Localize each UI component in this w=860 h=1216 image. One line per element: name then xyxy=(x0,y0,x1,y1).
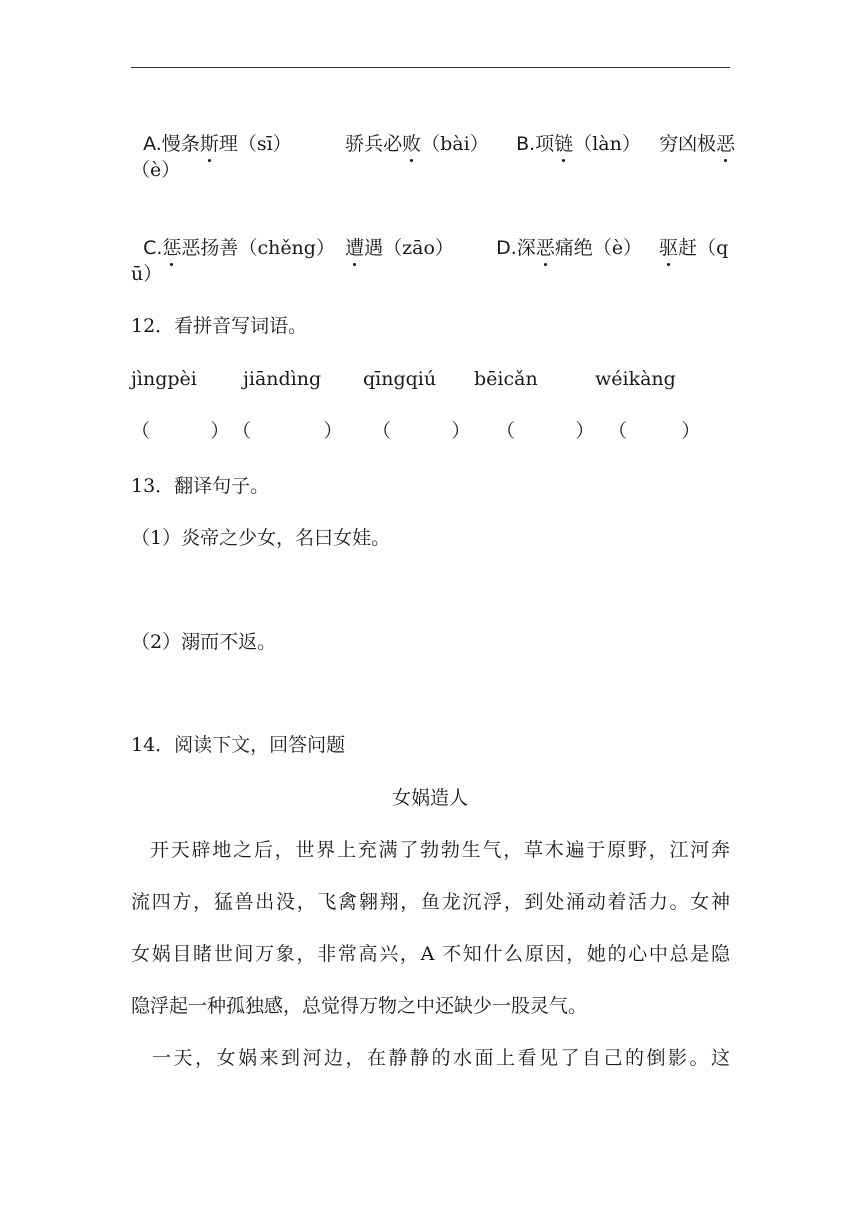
option-b-pinyin-2: （è） xyxy=(131,159,181,181)
sentence-1: （1）炎帝之少女，名曰女娃。 xyxy=(131,527,391,549)
option-d-pinyin-1: （è） xyxy=(592,237,643,259)
option-b-word-2: 穷凶极恶 xyxy=(659,133,736,155)
question-14-title: 14．阅读下文，回答问题 xyxy=(131,734,346,756)
question-13-title: 13．翻译句子。 xyxy=(131,475,270,497)
option-b-pinyin-1: （làn） xyxy=(573,133,641,155)
pinyin-4: bēicǎn xyxy=(474,368,538,390)
option-c-pinyin-1: （chěng） xyxy=(238,237,335,259)
header-rule xyxy=(131,67,730,68)
option-c-label: C. xyxy=(143,237,163,259)
option-c-pinyin-2: （zāo） xyxy=(383,237,454,259)
passage-p1-line-3: 女娲目睹世间万象，非常高兴，A 不知什么原因，她的心中总是隐 xyxy=(131,943,730,965)
answer-blank-5[interactable]: （ ） xyxy=(608,420,701,442)
option-c-word-2: 遭遇（zāo） xyxy=(345,237,454,259)
option-a-word-1: 慢条斯理 xyxy=(161,133,238,155)
passage-p1-line-4: 隐浮起一种孤独感，总觉得万物之中还缺少一股灵气。 xyxy=(131,995,588,1017)
question-12-title: 12．看拼音写词语。 xyxy=(131,315,308,337)
passage-p1-line-1: 开天辟地之后，世界上充满了勃勃生气，草木遍于原野，江河奔 xyxy=(150,839,730,861)
option-a-pinyin-1: （sī） xyxy=(237,133,292,155)
sentence-2: （2）溺而不返。 xyxy=(131,631,277,653)
option-d-pinyin-2: （q xyxy=(697,237,729,259)
passage-p1-line-2: 流四方，猛兽出没，飞禽翱翔，鱼龙沉浮，到处涌动着活力。女神 xyxy=(131,891,730,913)
answer-blank-4[interactable]: （ ） xyxy=(496,420,595,442)
option-d-label: D. xyxy=(496,237,517,259)
option-b: B.项链（làn） xyxy=(516,133,641,155)
answer-blank-2[interactable]: （ ） xyxy=(232,420,343,442)
pinyin-1: jìngpèi xyxy=(131,368,197,390)
pinyin-5: wéikàng xyxy=(595,368,676,390)
pinyin-2: jiāndìng xyxy=(243,368,322,390)
option-b-label: B. xyxy=(516,133,536,155)
passage-title: 女娲造人 xyxy=(391,787,468,809)
q11-row-1 xyxy=(131,105,292,157)
option-a-word-2: 骄兵必败（bài） xyxy=(345,133,489,155)
option-c: C.惩恶扬善（chěng） xyxy=(143,237,335,259)
option-a-pinyin-2: （bài） xyxy=(421,133,489,155)
passage-p2-line-1: 一天，女娲来到河边，在静静的水面上看见了自己的倒影。这 xyxy=(152,1047,730,1069)
pinyin-3: qīngqiú xyxy=(363,368,437,390)
answer-blank-3[interactable]: （ ） xyxy=(372,420,471,442)
option-d-word-2: 驱赶（q xyxy=(659,237,729,259)
answer-blank-1[interactable]: （ ） xyxy=(131,420,230,442)
option-a-label: A. xyxy=(143,133,162,155)
option-d: D.深恶痛绝（è） xyxy=(496,237,643,259)
option-d-pinyin-2-cont: ū） xyxy=(131,263,163,285)
